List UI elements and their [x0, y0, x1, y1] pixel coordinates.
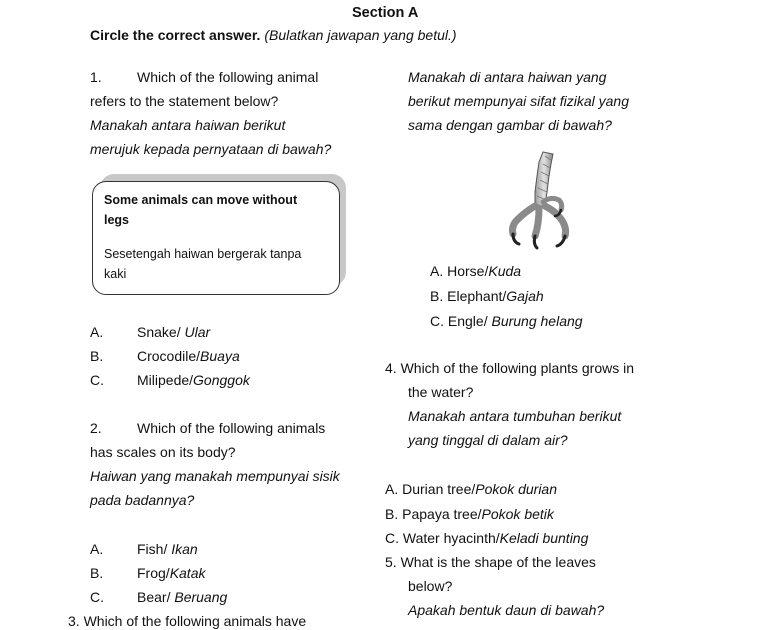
q4-option-a-letter: A.	[385, 481, 399, 497]
statement-malay-line1: Sesetengah haiwan bergerak tanpa	[104, 247, 302, 261]
statement-english-line2: legs	[104, 213, 130, 227]
statement-english-line1: Some animals can move without	[104, 193, 298, 207]
q1-english-line2: refers to the statement below?	[90, 93, 279, 109]
q3-option-c-letter: C.	[430, 313, 444, 329]
instruction-english: Circle the correct answer.	[90, 27, 261, 43]
q5-english-line2: below?	[408, 578, 453, 594]
q3-option-c-english: Engle/	[447, 313, 488, 329]
q1-option-a-letter: A.	[90, 324, 104, 340]
q3-option-b	[430, 287, 544, 305]
q1-malay-line2: merujuk kepada pernyataan di bawah?	[90, 141, 332, 157]
q4-option-c-letter: C.	[385, 530, 399, 546]
q4-option-b-english: Papaya tree/	[402, 506, 482, 522]
q4-english-line1: 4. Which of the following plants grows in	[385, 360, 635, 376]
eagle-claw-image	[505, 150, 575, 254]
q3-option-a-english: Horse/	[447, 263, 489, 279]
q3-malay-line1: Manakah di antara haiwan yang	[408, 69, 607, 85]
q1-option-b-english: Crocodile/	[137, 348, 201, 364]
q2-option-b-english: Frog/	[137, 565, 170, 581]
q4-option-a-english: Durian tree/	[402, 481, 476, 497]
q4-option-c	[385, 529, 588, 547]
q3-option-a	[430, 262, 521, 280]
q1-option-b-malay: Buaya	[200, 348, 240, 364]
q3-malay-line2: berikut mempunyai sifat fizikal yang	[408, 93, 629, 109]
q1-option-a-english: Snake/	[137, 324, 181, 340]
q4-option-a-malay: Pokok durian	[475, 481, 557, 497]
q3-malay-line3: sama dengan gambar di bawah?	[408, 117, 612, 133]
q1-number: 1.	[90, 69, 102, 85]
q4-english-line2: the water?	[408, 384, 474, 400]
q2-malay-line1: Haiwan yang manakah mempunyai sisik	[90, 468, 340, 484]
q3-option-b-letter: B.	[430, 288, 444, 304]
q2-option-c-malay: Beruang	[174, 589, 228, 605]
q2-option-b-letter: B.	[90, 565, 104, 581]
q4-option-b	[385, 505, 554, 523]
q2-option-b	[137, 564, 206, 582]
q1-option-c-english: Milipede/	[137, 372, 194, 388]
q4-option-a	[385, 480, 557, 498]
q2-option-c-letter: C.	[90, 589, 104, 605]
q5-english-line1: 5. What is the shape of the leaves	[385, 554, 596, 570]
q3-option-b-malay: Gajah	[506, 288, 544, 304]
q1-option-c	[137, 371, 250, 389]
q2-option-a-english: Fish/	[137, 541, 168, 557]
q2-option-b-malay: Katak	[169, 565, 206, 581]
statement-box	[92, 181, 340, 295]
q1-malay-line1: Manakah antara haiwan berikut	[90, 117, 286, 133]
q1-option-a	[137, 323, 210, 341]
q3-option-a-malay: Kuda	[488, 263, 522, 279]
q2-english-line2: has scales on its body?	[90, 444, 236, 460]
q1-english-line1: Which of the following animal	[137, 69, 319, 85]
q2-option-c-english: Bear/	[137, 589, 171, 605]
q2-option-a	[137, 540, 198, 558]
instruction	[90, 26, 457, 44]
q2-option-a-letter: A.	[90, 541, 104, 557]
q3-english-line1: 3. Which of the following animals have	[68, 613, 307, 629]
q4-malay-line1: Manakah antara tumbuhan berikut	[408, 408, 622, 424]
q5-malay-line1: Apakah bentuk daun di bawah?	[408, 602, 605, 618]
q4-option-b-malay: Pokok betik	[481, 506, 554, 522]
q2-option-a-malay: Ikan	[171, 541, 198, 557]
q3-option-c-malay: Burung helang	[491, 313, 583, 329]
statement-malay-line2: kaki	[104, 267, 127, 281]
q1-option-c-letter: C.	[90, 372, 104, 388]
q4-option-c-english: Water hyacinth/	[402, 530, 500, 546]
q3-option-a-letter: A.	[430, 263, 444, 279]
q1-option-b-letter: B.	[90, 348, 104, 364]
page-title: Section A	[352, 5, 419, 21]
q2-english-line1: Which of the following animals	[137, 420, 326, 436]
q4-option-b-letter: B.	[385, 506, 399, 522]
q2-number: 2.	[90, 420, 102, 436]
q1-option-b	[137, 347, 240, 365]
q4-malay-line2: yang tinggal di dalam air?	[408, 432, 568, 448]
q1-option-c-malay: Gonggok	[193, 372, 250, 388]
instruction-malay: (Bulatkan jawapan yang betul.)	[264, 27, 457, 43]
q2-malay-line2: pada badannya?	[90, 492, 195, 508]
q3-option-c	[430, 312, 583, 330]
q1-option-a-malay: Ular	[184, 324, 211, 340]
q4-option-c-malay: Keladi bunting	[499, 530, 589, 546]
q3-option-b-english: Elephant/	[447, 288, 507, 304]
q2-option-c	[137, 588, 227, 606]
